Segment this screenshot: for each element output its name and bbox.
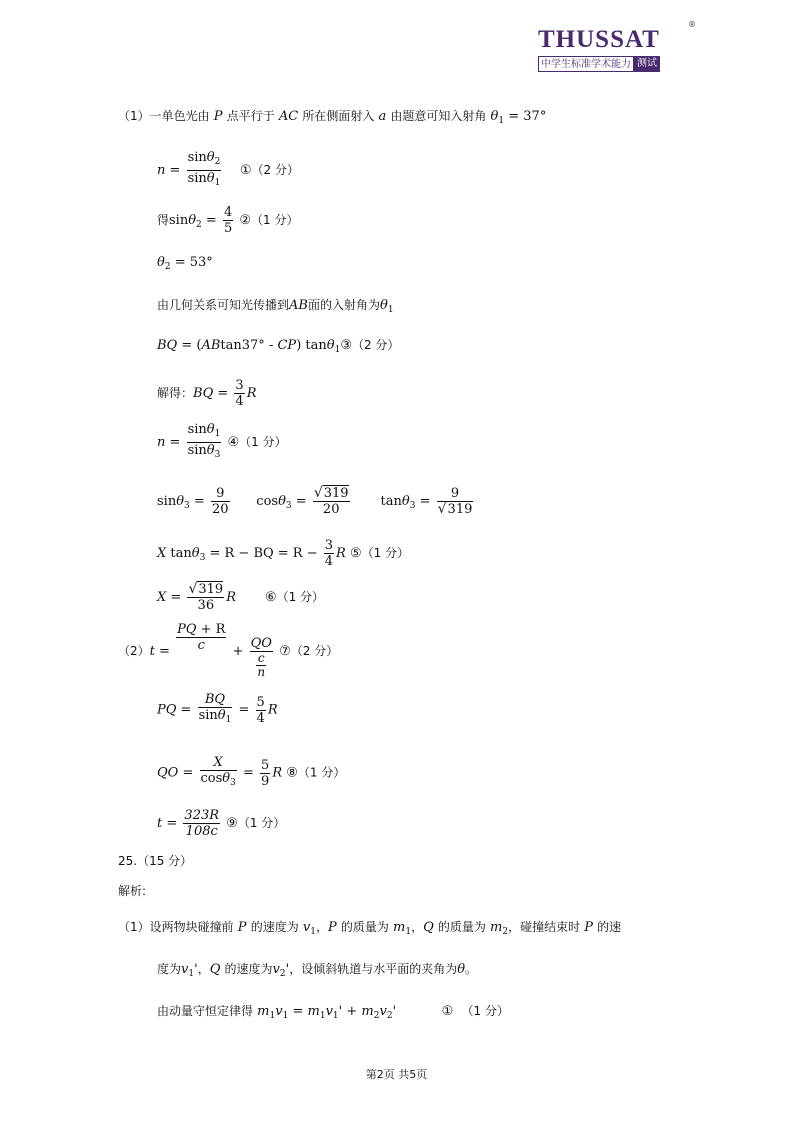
equation-7: （2）t = $\frac{PQ + R}{c}$ + $\frac{QO}{\frac{c}{n}}$ ⑦（2 分）: [118, 622, 339, 679]
theta2-value: $\theta_2 = 53^\circ$: [157, 255, 213, 272]
thussat-logo: [538, 20, 696, 72]
solve-bq: 解得：BQ = $\frac{3}{4}$ R: [157, 378, 257, 409]
equation-9: t = $\frac{323R}{108c}$ ⑨（1 分）: [157, 808, 286, 839]
brand-name: THUSSAT: [538, 26, 660, 53]
q25-part1-line1: （1）设两物块碰撞前 P 的速度为 $v_1$，P 的质量为 $m_1$，Q 的质量为 $m_2$，碰撞结束时 P 的速: [118, 920, 622, 937]
question-25-heading: 25.（15 分）: [118, 854, 193, 868]
equation-1: n = $\frac{\sin\theta_2}{\sin\theta_1}$ ①（2 分）: [157, 150, 299, 188]
registered-icon: ®: [688, 20, 696, 29]
equation-6: X = $\frac{√319}{36}$ R ⑥（1 分）: [157, 581, 325, 613]
analysis-label: 解析:: [118, 884, 147, 898]
brand-sub-left: 中学生标准学术能力: [538, 56, 634, 72]
part1-intro-line: （1）一单色光由 P 点平行于 AC 所在侧面射入 a 由题意可知入射角 $\theta_1 = 37^\circ$: [118, 109, 547, 126]
brand-subtitle: [538, 56, 694, 72]
equation-8: QO = $\frac{X}{\cos\theta_3}$ = $\frac{5}{9}$ R ⑧（1 分）: [157, 755, 346, 789]
equation-4: n = $\frac{\sin\theta_1}{\sin\theta_3}$ ④（1 分）: [157, 422, 287, 460]
equation-5: X tanθ$_3$ = R − BQ = R − $\frac{3}{4}$ R ⑤（1 分）: [157, 538, 410, 569]
geometry-line: 由几何关系可知光传播到AB面的入射角为$\theta_1$: [157, 298, 394, 315]
equation-2: 得sinθ$_2$ = $\frac{4}{5}$ ②（1 分）: [157, 205, 299, 236]
q25-part1-line2: 度为$v_1'$，Q 的速度为$v_2'$，设倾斜轨道与水平面的夹角为θ。: [157, 962, 478, 979]
theta3-trig: sinθ$_3$ = $\frac{9}{20}$ cosθ$_3$ = $\frac{√319}{20}$ tanθ$_3$ = $\frac{9}{√319}$: [157, 485, 473, 517]
equation-3: BQ = (ABtan37° - CP) tanθ$_1$③（2 分）: [157, 338, 400, 355]
momentum-equation: 由动量守恒定律得 $m_1v_1 = m_1v_1' + m_2v_2'$ ① （1 分）: [157, 1004, 509, 1021]
brand-sub-right: 测试: [634, 56, 660, 72]
page-footer: 第2页 共5页: [365, 1068, 428, 1081]
pq-equation: PQ = $\frac{BQ}{\sin\theta_1}$ = $\frac{5}{4}$ R: [157, 692, 278, 726]
